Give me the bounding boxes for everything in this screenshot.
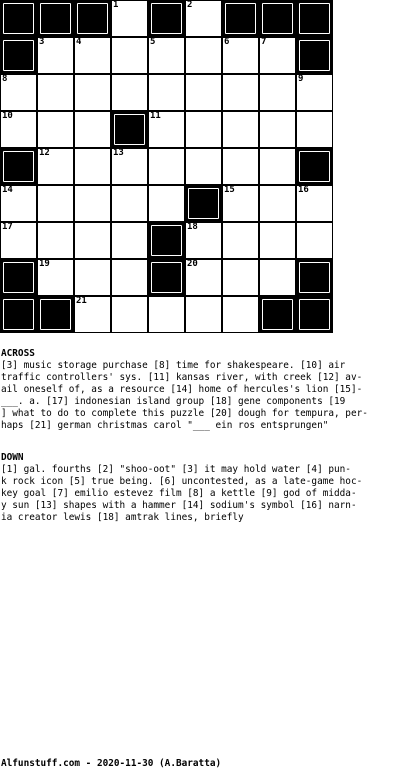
grid-cell[interactable] bbox=[222, 185, 259, 222]
black-square bbox=[0, 296, 37, 333]
down-clue-line: y sun [13] shapes with a hammer [14] sodium's symbol [16] narn- bbox=[1, 500, 357, 511]
clue-number: 18 bbox=[187, 222, 198, 232]
clue-number: 21 bbox=[76, 296, 87, 306]
grid-cell[interactable] bbox=[148, 111, 185, 148]
grid-cell[interactable] bbox=[259, 111, 296, 148]
across-clue-line: ] what to do to complete this puzzle [20] dough for tempura, per- bbox=[1, 408, 368, 419]
clue-number: 12 bbox=[39, 148, 50, 158]
grid-cell[interactable] bbox=[185, 296, 222, 333]
crossword-grid bbox=[0, 0, 334, 334]
black-square bbox=[259, 0, 296, 37]
grid-cell[interactable] bbox=[259, 185, 296, 222]
grid-cell[interactable] bbox=[0, 74, 37, 111]
grid-cell[interactable] bbox=[259, 37, 296, 74]
grid-cell[interactable] bbox=[296, 111, 333, 148]
grid-cell[interactable] bbox=[296, 74, 333, 111]
grid-cell[interactable] bbox=[222, 296, 259, 333]
grid-cell[interactable] bbox=[148, 74, 185, 111]
grid-cell[interactable] bbox=[37, 148, 74, 185]
black-square bbox=[0, 259, 37, 296]
clue-number: 9 bbox=[298, 74, 304, 84]
across-clue-line: [3] music storage purchase [8] time for shakespeare. [10] air bbox=[1, 360, 346, 371]
grid-cell[interactable] bbox=[74, 111, 111, 148]
across-clue-line: ail oneself of, as a resource [14] home of hercules's lion [15]- bbox=[1, 384, 363, 395]
grid-cell[interactable] bbox=[259, 148, 296, 185]
grid-cell[interactable] bbox=[148, 148, 185, 185]
black-square bbox=[296, 37, 333, 74]
grid-cell[interactable] bbox=[259, 222, 296, 259]
clue-number: 15 bbox=[224, 185, 235, 195]
clue-number: 14 bbox=[2, 185, 13, 195]
grid-cell[interactable] bbox=[37, 37, 74, 74]
black-square bbox=[259, 296, 296, 333]
grid-cell[interactable] bbox=[111, 296, 148, 333]
black-square bbox=[296, 148, 333, 185]
black-square bbox=[111, 111, 148, 148]
grid-cell[interactable] bbox=[259, 74, 296, 111]
grid-cell[interactable] bbox=[74, 37, 111, 74]
across-heading: ACROSS bbox=[1, 348, 35, 359]
clue-number: 16 bbox=[298, 185, 309, 195]
black-square bbox=[0, 37, 37, 74]
black-square bbox=[148, 0, 185, 37]
black-square bbox=[37, 0, 74, 37]
grid-cell[interactable] bbox=[74, 222, 111, 259]
grid-cell[interactable] bbox=[0, 185, 37, 222]
clue-number: 1 bbox=[113, 0, 119, 10]
grid-cell[interactable] bbox=[111, 148, 148, 185]
grid-cell[interactable] bbox=[111, 37, 148, 74]
black-square bbox=[0, 148, 37, 185]
grid-cell[interactable] bbox=[74, 148, 111, 185]
grid-cell[interactable] bbox=[222, 111, 259, 148]
clue-number: 17 bbox=[2, 222, 13, 232]
grid-cell[interactable] bbox=[185, 74, 222, 111]
grid-cell[interactable] bbox=[74, 296, 111, 333]
across-clue-line: ___. a. [17] indonesian island group [18] gene components [19 bbox=[1, 396, 346, 407]
clue-number: 5 bbox=[150, 37, 156, 47]
grid-cell[interactable] bbox=[185, 111, 222, 148]
black-square bbox=[74, 0, 111, 37]
grid-cell[interactable] bbox=[222, 148, 259, 185]
clue-number: 11 bbox=[150, 111, 161, 121]
clue-number: 13 bbox=[113, 148, 124, 158]
clue-number: 3 bbox=[39, 37, 45, 47]
grid-cell[interactable] bbox=[37, 74, 74, 111]
clue-number: 6 bbox=[224, 37, 230, 47]
across-clue-line: traffic controllers' sys. [11] kansas river, with creek [12] av- bbox=[1, 372, 363, 383]
grid-cell[interactable] bbox=[74, 185, 111, 222]
grid-cell[interactable] bbox=[222, 74, 259, 111]
black-square bbox=[0, 0, 37, 37]
down-clue-line: ia creator lewis [18] amtrak lines, briefly bbox=[1, 512, 244, 523]
grid-cell[interactable] bbox=[37, 111, 74, 148]
grid-cell[interactable] bbox=[111, 185, 148, 222]
clue-number: 8 bbox=[2, 74, 8, 84]
black-square bbox=[148, 259, 185, 296]
down-clue-line: [1] gal. fourths [2] "shoo-oot" [3] it may hold water [4] pun- bbox=[1, 464, 351, 475]
black-square bbox=[296, 0, 333, 37]
grid-cell[interactable] bbox=[185, 222, 222, 259]
black-square bbox=[185, 185, 222, 222]
black-square bbox=[37, 296, 74, 333]
black-square bbox=[296, 296, 333, 333]
footer-credit: Alfunstuff.com - 2020-11-30 (A.Baratta) bbox=[1, 758, 222, 769]
clue-number: 10 bbox=[2, 111, 13, 121]
grid-cell[interactable] bbox=[296, 185, 333, 222]
clue-number: 7 bbox=[261, 37, 267, 47]
grid-cell[interactable] bbox=[185, 0, 222, 37]
black-square bbox=[222, 0, 259, 37]
clue-number: 19 bbox=[39, 259, 50, 269]
across-clue-line: haps [21] german christmas carol "___ ein ros entsprungen" bbox=[1, 420, 329, 431]
grid-cell[interactable] bbox=[111, 259, 148, 296]
clue-number: 4 bbox=[76, 37, 82, 47]
grid-cell[interactable] bbox=[37, 185, 74, 222]
grid-cell[interactable] bbox=[74, 74, 111, 111]
grid-cell[interactable] bbox=[259, 259, 296, 296]
grid-cell[interactable] bbox=[185, 37, 222, 74]
clue-number: 2 bbox=[187, 0, 193, 10]
grid-cell[interactable] bbox=[37, 222, 74, 259]
grid-cell[interactable] bbox=[111, 222, 148, 259]
grid-cell[interactable] bbox=[296, 222, 333, 259]
grid-cell[interactable] bbox=[0, 111, 37, 148]
clue-number: 20 bbox=[187, 259, 198, 269]
black-square bbox=[296, 259, 333, 296]
grid-cell[interactable] bbox=[185, 259, 222, 296]
black-square bbox=[148, 222, 185, 259]
grid-cell[interactable] bbox=[0, 222, 37, 259]
grid-cell[interactable] bbox=[148, 185, 185, 222]
grid-cell[interactable] bbox=[185, 148, 222, 185]
down-clue-line: k rock icon [5] true being. [6] uncontested, as a late-game hoc- bbox=[1, 476, 363, 487]
grid-cell[interactable] bbox=[222, 37, 259, 74]
grid-cell[interactable] bbox=[222, 222, 259, 259]
grid-cell[interactable] bbox=[222, 259, 259, 296]
grid-cell[interactable] bbox=[111, 74, 148, 111]
grid-cell[interactable] bbox=[148, 37, 185, 74]
grid-cell[interactable] bbox=[74, 259, 111, 296]
grid-cell[interactable] bbox=[37, 259, 74, 296]
grid-cell[interactable] bbox=[111, 0, 148, 37]
down-clue-line: key goal [7] emilio estevez film [8] a kettle [9] god of midda- bbox=[1, 488, 357, 499]
grid-cell[interactable] bbox=[148, 296, 185, 333]
down-heading: DOWN bbox=[1, 452, 24, 463]
